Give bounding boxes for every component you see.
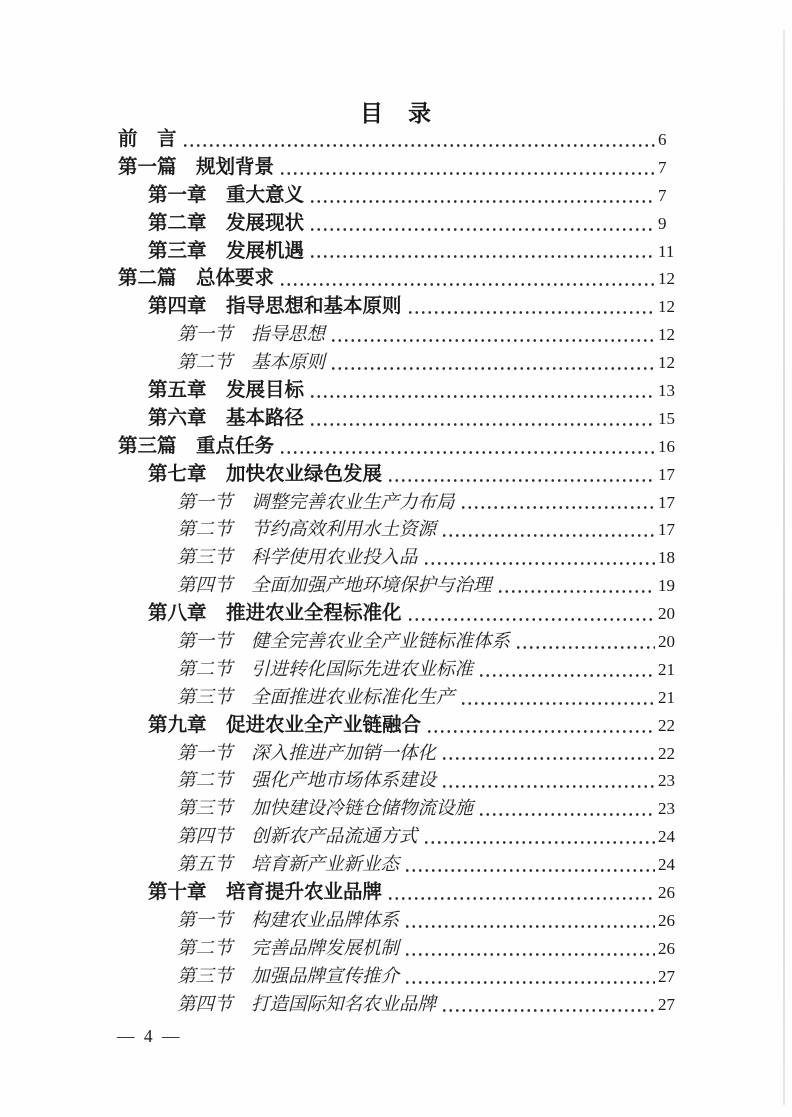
toc-leader-dots bbox=[404, 851, 655, 879]
toc-leader-dots bbox=[309, 238, 655, 266]
toc-entry bbox=[0, 851, 792, 879]
toc-entry-label: 第二节 完善品牌发展机制 bbox=[177, 938, 400, 959]
toc-entry-page-number: 21 bbox=[658, 687, 675, 707]
toc-entry-label: 第二章 发展现状 bbox=[148, 211, 305, 234]
toc-entry-page-number: 21 bbox=[658, 659, 675, 679]
toc-entry bbox=[0, 823, 792, 851]
toc-leader-dots bbox=[387, 879, 655, 907]
toc-entry-label: 第四节 打造国际知名农业品牌 bbox=[177, 994, 437, 1015]
toc-entry-page-number: 22 bbox=[658, 715, 675, 735]
toc-entry-label: 第二节 节约高效利用水土资源 bbox=[177, 520, 437, 541]
toc-entry-label: 第三节 科学使用农业投入品 bbox=[177, 548, 418, 569]
toc-entry-page-number: 27 bbox=[658, 966, 675, 986]
toc-entry-label: 第一节 指导思想 bbox=[177, 325, 326, 346]
toc-entry-label: 第一节 深入推进产加销一体化 bbox=[177, 743, 437, 764]
toc-leader-dots bbox=[441, 516, 655, 544]
toc-entry bbox=[0, 321, 792, 349]
toc-entry-label: 第六章 基本路径 bbox=[148, 406, 305, 429]
toc-entry bbox=[0, 656, 792, 684]
toc-entry-page-number: 24 bbox=[658, 827, 675, 847]
toc-entry bbox=[0, 879, 792, 907]
toc-entry-label: 第一节 调整完善农业生产力布局 bbox=[177, 492, 455, 513]
toc-entry-page-number: 20 bbox=[658, 604, 675, 624]
toc-entry bbox=[0, 489, 792, 517]
toc-leader-dots bbox=[182, 126, 655, 154]
toc-entry-page-number: 26 bbox=[658, 883, 675, 903]
toc-entry bbox=[0, 377, 792, 405]
toc-leader-dots bbox=[423, 544, 655, 572]
toc-leader-dots bbox=[404, 935, 655, 963]
toc-leader-dots bbox=[426, 712, 655, 740]
toc-entry bbox=[0, 963, 792, 991]
toc-leader-dots bbox=[404, 907, 655, 935]
toc-entry bbox=[0, 461, 792, 489]
toc-entry-label: 第四节 全面加强产地环境保护与治理 bbox=[177, 576, 492, 597]
toc-leader-dots bbox=[460, 684, 655, 712]
toc-leader-dots bbox=[423, 823, 655, 851]
toc-entry-page-number: 7 bbox=[658, 157, 667, 177]
toc-entry-label: 第二节 引进转化国际先进农业标准 bbox=[177, 659, 474, 680]
toc-entry bbox=[0, 935, 792, 963]
toc-entry-page-number: 18 bbox=[658, 548, 675, 568]
toc-leader-dots bbox=[441, 740, 655, 768]
toc-leader-dots bbox=[478, 656, 655, 684]
toc-entry bbox=[0, 907, 792, 935]
toc-leader-dots bbox=[279, 154, 655, 182]
toc-entry-label: 第十章 培育提升农业品牌 bbox=[148, 881, 383, 904]
toc-entry-page-number: 6 bbox=[658, 130, 667, 149]
toc-entry-label: 第四节 创新农产品流通方式 bbox=[177, 827, 418, 848]
toc-entry-page-number: 16 bbox=[658, 436, 675, 456]
toc-entry-page-number: 17 bbox=[658, 492, 675, 512]
toc-entry bbox=[0, 433, 792, 461]
toc-entry-page-number: 26 bbox=[658, 938, 675, 958]
toc-entry-page-number: 15 bbox=[658, 408, 675, 428]
toc-entry bbox=[0, 684, 792, 712]
toc-entry-page-number: 26 bbox=[658, 910, 675, 930]
toc-entry-page-number: 23 bbox=[658, 799, 675, 819]
toc-leader-dots bbox=[387, 461, 655, 489]
toc-entry-label: 第五节 培育新产业新业态 bbox=[177, 855, 400, 876]
toc-leader-dots bbox=[330, 321, 655, 349]
toc-leader-dots bbox=[515, 628, 655, 656]
toc-entry-page-number: 13 bbox=[658, 381, 675, 401]
page-title: 目 录 bbox=[360, 100, 432, 126]
toc-entry-label: 第四章 指导思想和基本原则 bbox=[148, 295, 402, 318]
toc-leader-dots bbox=[441, 767, 655, 795]
toc-entry-label: 第二篇 总体要求 bbox=[118, 267, 275, 290]
toc-leader-dots bbox=[330, 349, 655, 377]
toc-entry-page-number: 12 bbox=[658, 353, 675, 373]
toc-entry bbox=[0, 628, 792, 656]
toc-entry-page-number: 9 bbox=[658, 213, 667, 233]
toc-entry bbox=[0, 293, 792, 321]
toc-leader-dots bbox=[407, 600, 655, 628]
toc-leader-dots bbox=[404, 963, 655, 991]
footer-page-number: — 4 — bbox=[117, 1026, 180, 1046]
toc-entry-page-number: 12 bbox=[658, 269, 675, 289]
toc-entry bbox=[0, 210, 792, 238]
toc-entry-page-number: 12 bbox=[658, 325, 675, 345]
toc-entry-page-number: 17 bbox=[658, 464, 675, 484]
toc-entry-label: 第三节 全面推进农业标准化生产 bbox=[177, 687, 455, 708]
toc-entry-label: 第三篇 重点任务 bbox=[118, 434, 275, 457]
toc-entry-label: 第三节 加快建设冷链仓储物流设施 bbox=[177, 799, 474, 820]
toc-entry-label: 第五章 发展目标 bbox=[148, 379, 305, 402]
toc-leader-dots bbox=[497, 572, 655, 600]
toc-entry bbox=[0, 712, 792, 740]
toc-leader-dots bbox=[441, 991, 655, 1019]
toc-entry-page-number: 12 bbox=[658, 297, 675, 317]
toc-entry bbox=[0, 600, 792, 628]
toc-entry bbox=[0, 154, 792, 182]
toc-entry-page-number: 27 bbox=[658, 994, 675, 1014]
scan-edge-line bbox=[783, 30, 785, 1105]
toc-leader-dots bbox=[407, 293, 655, 321]
toc-entry-label: 前 言 bbox=[118, 128, 177, 150]
toc-entry-label: 第三章 发展机遇 bbox=[148, 239, 305, 262]
toc-entry-page-number: 23 bbox=[658, 771, 675, 791]
toc-entry bbox=[0, 126, 792, 154]
toc-entry bbox=[0, 405, 792, 433]
toc-leader-dots bbox=[460, 489, 655, 517]
toc-entry bbox=[0, 544, 792, 572]
toc-leader-dots bbox=[309, 210, 655, 238]
toc-entry-label: 第三节 加强品牌宣传推介 bbox=[177, 966, 400, 987]
toc-entry-label: 第一章 重大意义 bbox=[148, 183, 305, 206]
toc-entry bbox=[0, 516, 792, 544]
toc-entry bbox=[0, 572, 792, 600]
toc-leader-dots bbox=[309, 182, 655, 210]
toc-list bbox=[0, 126, 792, 1019]
toc-entry-label: 第一篇 规划背景 bbox=[118, 155, 275, 178]
toc-entry bbox=[0, 238, 792, 266]
toc-entry bbox=[0, 349, 792, 377]
toc-leader-dots bbox=[279, 433, 655, 461]
toc-entry bbox=[0, 740, 792, 768]
toc-leader-dots bbox=[309, 377, 655, 405]
toc-leader-dots bbox=[279, 265, 655, 293]
toc-entry bbox=[0, 767, 792, 795]
toc-entry-page-number: 22 bbox=[658, 743, 675, 763]
toc-entry bbox=[0, 795, 792, 823]
toc-entry-label: 第一节 健全完善农业全产业链标准体系 bbox=[177, 632, 511, 653]
toc-entry bbox=[0, 182, 792, 210]
toc-entry-label: 第一节 构建农业品牌体系 bbox=[177, 910, 400, 931]
toc-entry-page-number: 17 bbox=[658, 520, 675, 540]
toc-entry-page-number: 11 bbox=[658, 241, 675, 261]
toc-entry-label: 第二节 强化产地市场体系建设 bbox=[177, 771, 437, 792]
toc-entry bbox=[0, 991, 792, 1019]
toc-entry-label: 第八章 推进农业全程标准化 bbox=[148, 602, 402, 625]
toc-entry-page-number: 24 bbox=[658, 855, 675, 875]
toc-entry-label: 第七章 加快农业绿色发展 bbox=[148, 462, 383, 485]
toc-leader-dots bbox=[309, 405, 655, 433]
toc-entry-page-number: 7 bbox=[658, 185, 667, 205]
toc-entry-label: 第九章 促进农业全产业链融合 bbox=[148, 713, 422, 736]
toc-entry-page-number: 20 bbox=[658, 632, 675, 652]
toc-entry-page-number: 19 bbox=[658, 576, 675, 596]
toc-leader-dots bbox=[478, 795, 655, 823]
toc-entry bbox=[0, 265, 792, 293]
toc-entry-label: 第二节 基本原则 bbox=[177, 353, 326, 374]
